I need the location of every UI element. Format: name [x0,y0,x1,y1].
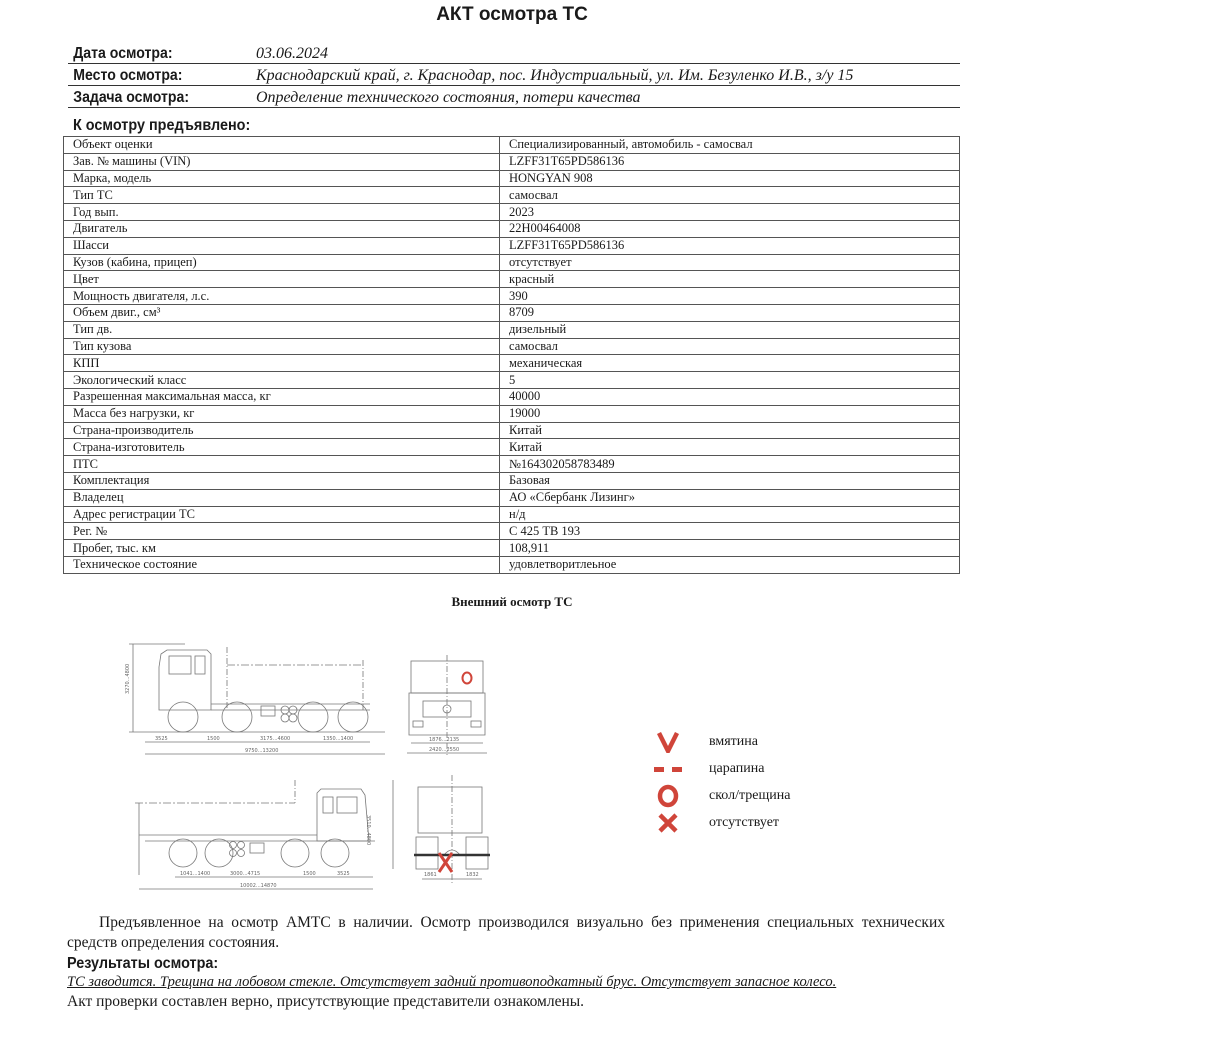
table-row [64,288,960,305]
table-row [64,187,960,204]
dim-label: 1861 [424,872,437,878]
table-row [64,523,960,540]
inspection-paragraph: Предъявленное на осмотр АМТС в наличии. Осмотр производился визуально без применения специальных технических средств определения состояния. [67,914,945,951]
legend-label: царапина [709,760,765,776]
v-mark-icon [652,731,684,753]
spec-value: №164302058783489 [500,456,960,473]
table-row [64,489,960,506]
spec-key: Тип кузова [64,338,500,355]
table-row [64,388,960,405]
spec-key: Шасси [64,237,500,254]
table-row [64,254,960,271]
header-value: Определение технического состояния, потери качества [256,89,641,106]
table-row [64,153,960,170]
dim-label: 10002...14870 [240,883,277,889]
table-row [64,304,960,321]
spec-value: н/д [500,506,960,523]
legend-label: вмятина [709,733,758,749]
spec-key: Комплектация [64,472,500,489]
table-row [64,540,960,557]
header-label: Задача осмотра: [73,89,190,106]
table-row [64,338,960,355]
results-text: ТС заводится. Трещина на лобовом стекле. Отсутствует задний противоподкатный брус. Отсутствует запасное колесо. [67,974,837,990]
inspection-header [68,42,960,108]
spec-key: Техническое состояние [64,556,500,573]
spec-value: LZFF31T65PD586136 [500,153,960,170]
spec-value: удовлетворитлеьное [500,556,960,573]
table-row [64,439,960,456]
truck-rear-view-drawing [410,775,500,885]
spec-value: 5 [500,372,960,389]
section-title: К осмотру предъявлено: [73,117,251,134]
dim-label: 3510...4800 [365,815,371,846]
spec-value: самосвал [500,338,960,355]
spec-value: Китай [500,439,960,456]
spec-key: Объект оценки [64,137,500,154]
header-row-place [68,64,960,86]
dim-label: 1500 [207,736,220,742]
table-row [64,204,960,221]
spec-value: 8709 [500,304,960,321]
results-title: Результаты осмотра: [67,955,219,972]
table-row [64,237,960,254]
spec-value: Базовая [500,472,960,489]
table-row [64,456,960,473]
header-row-task [68,86,960,108]
table-row [64,405,960,422]
spec-value: дизельный [500,321,960,338]
spec-value: АО «Сбербанк Лизинг» [500,489,960,506]
table-row [64,271,960,288]
spec-value: 22H00464008 [500,220,960,237]
spec-key: КПП [64,355,500,372]
spec-key: Владелец [64,489,500,506]
spec-value: красный [500,271,960,288]
spec-key: Страна-изготовитель [64,439,500,456]
header-value: Краснодарский край, г. Краснодар, пос. Индустриальный, ул. Им. Безуленко И.В., з/у 15 [256,67,854,84]
legend-label: скол/трещина [709,787,791,803]
dim-label: 3270...4800 [125,663,131,694]
truck-front-view-drawing [405,655,495,760]
spec-value: механическая [500,355,960,372]
document-title: АКТ осмотра ТС [436,4,588,25]
spec-key: Год вып. [64,204,500,221]
dim-label: 1500 [303,871,316,877]
dim-label: 1876...2135 [429,737,460,743]
spec-key: Рег. № [64,523,500,540]
spec-key: Экологический класс [64,372,500,389]
legend-label: отсутствует [709,814,780,830]
spec-value: 40000 [500,388,960,405]
spec-key: Масса без нагрузки, кг [64,405,500,422]
spec-key: Кузов (кабина, прицеп) [64,254,500,271]
dim-label: 1041...1400 [180,871,211,877]
table-row [64,321,960,338]
table-row [64,422,960,439]
dim-label: 3175...4600 [260,736,291,742]
legend-item-chip [652,782,790,809]
spec-value: Китай [500,422,960,439]
spec-value: самосвал [500,187,960,204]
damage-legend [652,728,790,836]
dim-label: 3525 [155,736,168,742]
windshield-crack-mark [463,673,472,684]
spec-value: HONGYAN 908 [500,170,960,187]
spec-key: Пробег, тыс. км [64,540,500,557]
spec-key: Двигатель [64,220,500,237]
header-label: Место осмотра: [73,67,183,84]
table-row [64,372,960,389]
spec-value: Специализированный, автомобиль - самосвал [500,137,960,154]
spec-value: 2023 [500,204,960,221]
dim-label: 1832 [466,872,479,878]
spec-key: Объем двиг., см³ [64,304,500,321]
dim-label: 9750...13200 [245,748,279,754]
dim-label: 2420...2550 [429,747,460,753]
dashed-mark-icon [652,764,684,774]
table-row [64,556,960,573]
legend-item-dent [652,728,790,755]
table-row [64,137,960,154]
spec-value: 108,911 [500,540,960,557]
truck-side-view-drawing [125,632,395,762]
dim-label: 3000...4715 [230,871,261,877]
spec-key: Страна-производитель [64,422,500,439]
spec-key: Тип ТС [64,187,500,204]
legend-item-scratch [652,755,790,782]
table-row [64,220,960,237]
spec-value: 19000 [500,405,960,422]
spec-key: ПТС [64,456,500,473]
dim-label: 1350...1400 [323,736,354,742]
truck-left-view-drawing [125,775,395,897]
table-row [64,472,960,489]
spec-key: Марка, модель [64,170,500,187]
spec-value: отсутствует [500,254,960,271]
header-label: Дата осмотра: [73,45,173,62]
final-statement: Акт проверки составлен верно, присутствующие представители ознакомлены. [67,993,585,1010]
spec-key: Разрешенная максимальная масса, кг [64,388,500,405]
legend-item-missing [652,809,790,836]
table-row [64,170,960,187]
spec-key: Зав. № машины (VIN) [64,153,500,170]
header-row-date [68,42,960,64]
exterior-title: Внешний осмотр ТС [451,594,573,609]
spec-key: Мощность двигателя, л.с. [64,288,500,305]
table-row [64,355,960,372]
header-value: 03.06.2024 [256,45,328,62]
spec-value: С 425 ТВ 193 [500,523,960,540]
spec-value: LZFF31T65PD586136 [500,237,960,254]
table-row [64,506,960,523]
x-mark-icon [652,812,684,834]
spec-value: 390 [500,288,960,305]
spec-table [63,136,960,574]
spec-key: Тип дв. [64,321,500,338]
spec-key: Адрес регистрации ТС [64,506,500,523]
o-mark-icon [652,784,684,808]
spec-key: Цвет [64,271,500,288]
dim-label: 3525 [337,871,350,877]
